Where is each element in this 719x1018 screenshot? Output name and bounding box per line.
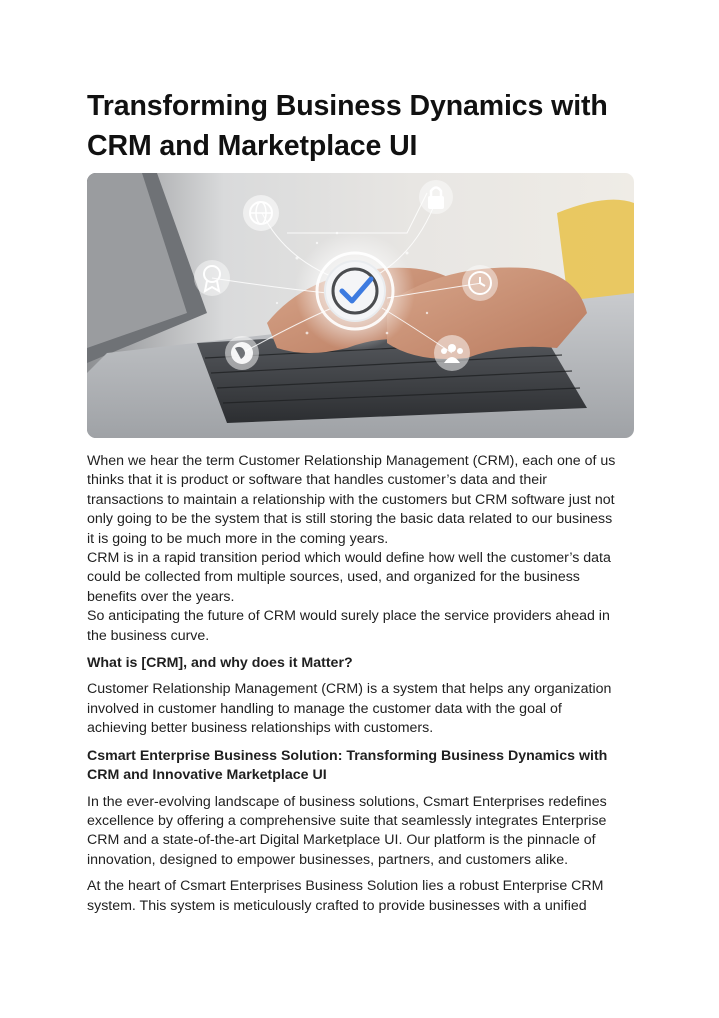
- text-line: In the ever-evolving landscape of business solutions, Csmart Enterprises redefines: [87, 793, 607, 810]
- lock-icon: [419, 180, 453, 214]
- text-line: When we hear the term Customer Relationship Management (CRM), each one of us: [87, 453, 616, 469]
- heart-paragraph: [87, 877, 635, 916]
- text-line: CRM and a state-of-the-art Digital Marketplace UI. Our platform is the pinnacle of: [87, 832, 596, 849]
- text-line: Customer Relationship Management (CRM) is a system that helps any organization: [87, 681, 612, 698]
- text-line: innovation, designed to empower businesses, partners, and customers alike.: [87, 851, 569, 868]
- intro-paragraph: [87, 452, 635, 646]
- text-line: could be collected from multiple sources, used, and organized for the business: [87, 569, 580, 586]
- text-line: CRM is in a rapid transition period which would define how well the customer’s data: [87, 550, 611, 567]
- text-line: it is going to be much more in the coming years.: [87, 530, 389, 547]
- text-line: the business curve.: [87, 627, 210, 644]
- csmart-paragraph: [87, 793, 635, 871]
- text-line: thinks that it is product or software that handles customer’s data and their: [87, 472, 548, 489]
- text-line: excellence by offering a comprehensive suite that seamlessly integrates Enterprise: [87, 812, 607, 829]
- text-line: benefits over the years.: [87, 588, 235, 605]
- world-icon: [225, 336, 259, 370]
- title-line-1: Transforming Business Dynamics with: [87, 90, 608, 122]
- section-heading-csmart: [87, 747, 635, 786]
- award-icon: [194, 260, 230, 296]
- crm-paragraph: [87, 680, 635, 738]
- text-line: system. This system is meticulously crafted to provide businesses with a unified: [87, 897, 587, 914]
- text-line: At the heart of Csmart Enterprises Business Solution lies a robust Enterprise CRM: [87, 878, 604, 895]
- title-line-2: CRM and Marketplace UI: [87, 130, 418, 162]
- hero-image: [87, 173, 634, 438]
- globe-icon: [243, 195, 279, 231]
- people-icon: [434, 335, 470, 371]
- section-heading-crm: What is [CRM], and why does it Matter?: [87, 655, 353, 672]
- clock-icon: [462, 265, 498, 301]
- text-line: So anticipating the future of CRM would surely place the service providers ahead in: [87, 608, 610, 625]
- text-line: involved in customer handling to manage the customer data with the goal of: [87, 700, 562, 717]
- text-line: Csmart Enterprise Business Solution: Transforming Business Dynamics with: [87, 747, 608, 764]
- article-body: [87, 452, 635, 916]
- text-line: transactions to maintain a relationship with the customers but CRM software just not: [87, 491, 615, 508]
- page-title: [87, 86, 635, 166]
- text-line: only going to be the system that is still storing the basic data related to our business: [87, 511, 613, 528]
- article-header: [87, 86, 635, 166]
- text-line: achieving better business relationships with customers.: [87, 720, 434, 737]
- text-line: CRM and Innovative Marketplace UI: [87, 767, 327, 784]
